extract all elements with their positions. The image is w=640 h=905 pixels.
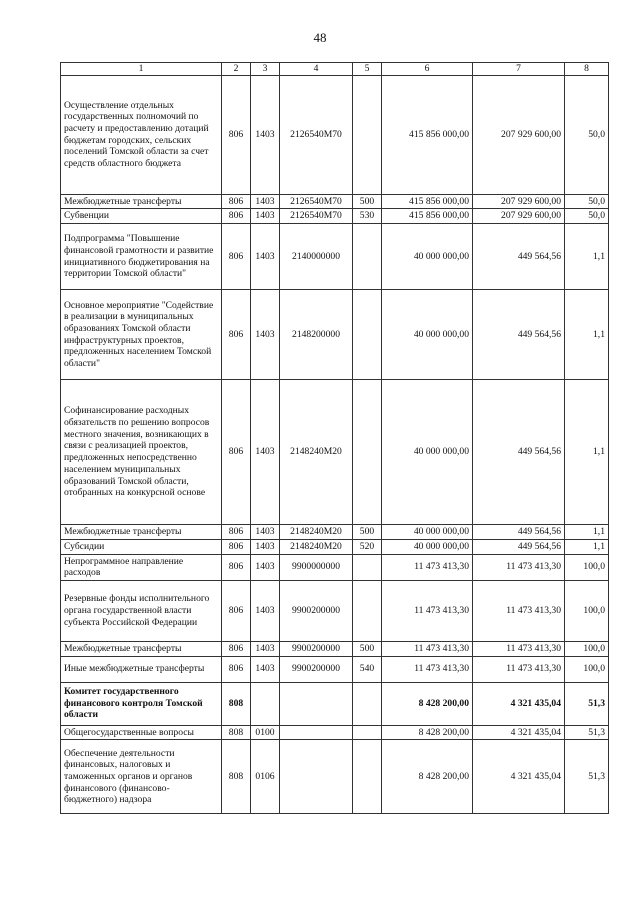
expense-type-cell: 530 xyxy=(353,209,382,224)
executed-amount-cell: 4 321 435,04 xyxy=(473,740,565,814)
expense-type-cell: 540 xyxy=(353,656,382,682)
admin-code-cell: 806 xyxy=(222,525,251,540)
executed-amount-cell: 207 929 600,00 xyxy=(473,194,565,209)
table-row xyxy=(61,539,609,554)
row-name-cell: Подпрограмма "Повышение финансовой грамотности и развитие инициативного бюджетирования на территории Томской области" xyxy=(61,224,222,290)
budget-table xyxy=(60,62,609,814)
plan-amount-cell: 40 000 000,00 xyxy=(382,224,473,290)
target-article-cell: 9900200000 xyxy=(280,656,353,682)
plan-amount-cell: 11 473 413,30 xyxy=(382,580,473,641)
row-name-cell: Межбюджетные трансферты xyxy=(61,194,222,209)
expense-type-cell: 500 xyxy=(353,525,382,540)
plan-amount-cell: 40 000 000,00 xyxy=(382,525,473,540)
target-article-cell: 2148200000 xyxy=(280,290,353,380)
page-number: 48 xyxy=(313,30,327,45)
admin-code-cell: 806 xyxy=(222,290,251,380)
expense-type-cell xyxy=(353,290,382,380)
execution-percent-cell: 51,3 xyxy=(565,682,609,725)
execution-percent-cell: 100,0 xyxy=(565,641,609,656)
section-code-cell: 1403 xyxy=(251,525,280,540)
row-name-cell: Софинансирование расходных обязательств по решению вопросов местного значения, возникающих в связи с реализацией проектов, предложенных непосредственно населением муниципальных образований Томской области, отобранных на конкурсной основе xyxy=(61,380,222,525)
target-article-cell: 2148240М20 xyxy=(280,525,353,540)
executed-amount-cell: 449 564,56 xyxy=(473,539,565,554)
table-row xyxy=(61,580,609,641)
row-name-cell: Иные межбюджетные трансферты xyxy=(61,656,222,682)
table-row xyxy=(61,290,609,380)
execution-percent-cell: 1,1 xyxy=(565,525,609,540)
row-name-cell: Субсидии xyxy=(61,539,222,554)
plan-amount-cell: 415 856 000,00 xyxy=(382,209,473,224)
table-row xyxy=(61,554,609,580)
execution-percent-cell: 1,1 xyxy=(565,224,609,290)
target-article-cell: 9900000000 xyxy=(280,554,353,580)
expense-type-cell: 520 xyxy=(353,539,382,554)
executed-amount-cell: 11 473 413,30 xyxy=(473,656,565,682)
execution-percent-cell: 1,1 xyxy=(565,290,609,380)
header-cell: 8 xyxy=(565,63,609,76)
target-article-cell: 2148240М20 xyxy=(280,539,353,554)
section-code-cell: 1403 xyxy=(251,641,280,656)
expense-type-cell xyxy=(353,554,382,580)
admin-code-cell: 806 xyxy=(222,209,251,224)
plan-amount-cell: 415 856 000,00 xyxy=(382,75,473,194)
table-body xyxy=(61,75,609,814)
expense-type-cell xyxy=(353,725,382,740)
section-code-cell: 1403 xyxy=(251,380,280,525)
section-code-cell: 0100 xyxy=(251,725,280,740)
table-row xyxy=(61,641,609,656)
target-article-cell: 9900200000 xyxy=(280,641,353,656)
executed-amount-cell: 449 564,56 xyxy=(473,290,565,380)
plan-amount-cell: 8 428 200,00 xyxy=(382,725,473,740)
header-cell: 5 xyxy=(353,63,382,76)
admin-code-cell: 806 xyxy=(222,641,251,656)
execution-percent-cell: 100,0 xyxy=(565,580,609,641)
section-code-cell: 1403 xyxy=(251,554,280,580)
section-code-cell: 1403 xyxy=(251,580,280,641)
plan-amount-cell: 8 428 200,00 xyxy=(382,682,473,725)
header-cell: 2 xyxy=(222,63,251,76)
plan-amount-cell: 40 000 000,00 xyxy=(382,290,473,380)
execution-percent-cell: 1,1 xyxy=(565,539,609,554)
admin-code-cell: 806 xyxy=(222,380,251,525)
admin-code-cell: 806 xyxy=(222,75,251,194)
row-name-cell: Комитет государственного финансового контроля Томской области xyxy=(61,682,222,725)
executed-amount-cell: 11 473 413,30 xyxy=(473,554,565,580)
section-code-cell: 1403 xyxy=(251,75,280,194)
target-article-cell xyxy=(280,682,353,725)
section-code-cell xyxy=(251,682,280,725)
row-name-cell: Субвенции xyxy=(61,209,222,224)
table-row xyxy=(61,75,609,194)
expense-type-cell xyxy=(353,580,382,641)
target-article-cell: 9900200000 xyxy=(280,580,353,641)
execution-percent-cell: 100,0 xyxy=(565,554,609,580)
executed-amount-cell: 11 473 413,30 xyxy=(473,580,565,641)
header-cell: 4 xyxy=(280,63,353,76)
section-code-cell: 1403 xyxy=(251,224,280,290)
executed-amount-cell: 207 929 600,00 xyxy=(473,209,565,224)
plan-amount-cell: 11 473 413,30 xyxy=(382,641,473,656)
table-row xyxy=(61,656,609,682)
admin-code-cell: 806 xyxy=(222,194,251,209)
executed-amount-cell: 4 321 435,04 xyxy=(473,682,565,725)
table-row xyxy=(61,380,609,525)
executed-amount-cell: 449 564,56 xyxy=(473,525,565,540)
execution-percent-cell: 50,0 xyxy=(565,75,609,194)
header-cell: 7 xyxy=(473,63,565,76)
header-cell: 1 xyxy=(61,63,222,76)
target-article-cell: 2140000000 xyxy=(280,224,353,290)
row-name-cell: Обеспечение деятельности финансовых, налоговых и таможенных органов и органов финансового (финансово-бюджетного) надзора xyxy=(61,740,222,814)
section-code-cell: 1403 xyxy=(251,539,280,554)
table-row xyxy=(61,682,609,725)
section-code-cell: 1403 xyxy=(251,194,280,209)
executed-amount-cell: 11 473 413,30 xyxy=(473,641,565,656)
execution-percent-cell: 51,3 xyxy=(565,740,609,814)
executed-amount-cell: 449 564,56 xyxy=(473,380,565,525)
admin-code-cell: 808 xyxy=(222,725,251,740)
plan-amount-cell: 11 473 413,30 xyxy=(382,554,473,580)
target-article-cell: 2126540М70 xyxy=(280,75,353,194)
execution-percent-cell: 1,1 xyxy=(565,380,609,525)
table-row xyxy=(61,740,609,814)
section-code-cell: 0106 xyxy=(251,740,280,814)
execution-percent-cell: 51,3 xyxy=(565,725,609,740)
header-cell: 6 xyxy=(382,63,473,76)
expense-type-cell xyxy=(353,380,382,525)
admin-code-cell: 806 xyxy=(222,224,251,290)
admin-code-cell: 806 xyxy=(222,656,251,682)
table-row xyxy=(61,224,609,290)
target-article-cell xyxy=(280,725,353,740)
table-row xyxy=(61,194,609,209)
row-name-cell: Осуществление отдельных государственных полномочий по расчету и предоставлению дотаций бюджетам городских, сельских поселений Томской области за счет средств областного бюджета xyxy=(61,75,222,194)
row-name-cell: Межбюджетные трансферты xyxy=(61,641,222,656)
plan-amount-cell: 40 000 000,00 xyxy=(382,380,473,525)
plan-amount-cell: 8 428 200,00 xyxy=(382,740,473,814)
table-header-row xyxy=(61,63,609,76)
section-code-cell: 1403 xyxy=(251,290,280,380)
admin-code-cell: 808 xyxy=(222,682,251,725)
table-row xyxy=(61,725,609,740)
plan-amount-cell: 415 856 000,00 xyxy=(382,194,473,209)
target-article-cell: 2126540М70 xyxy=(280,209,353,224)
admin-code-cell: 806 xyxy=(222,539,251,554)
expense-type-cell: 500 xyxy=(353,194,382,209)
executed-amount-cell: 449 564,56 xyxy=(473,224,565,290)
row-name-cell: Основное мероприятие "Содействие в реализации в муниципальных образованиях Томской области инфраструктурных проектов, предложенных населением Томской области" xyxy=(61,290,222,380)
execution-percent-cell: 100,0 xyxy=(565,656,609,682)
plan-amount-cell: 11 473 413,30 xyxy=(382,656,473,682)
target-article-cell xyxy=(280,740,353,814)
header-cell: 3 xyxy=(251,63,280,76)
row-name-cell: Межбюджетные трансферты xyxy=(61,525,222,540)
section-code-cell: 1403 xyxy=(251,656,280,682)
plan-amount-cell: 40 000 000,00 xyxy=(382,539,473,554)
expense-type-cell xyxy=(353,682,382,725)
admin-code-cell: 806 xyxy=(222,580,251,641)
expense-type-cell xyxy=(353,75,382,194)
row-name-cell: Общегосударственные вопросы xyxy=(61,725,222,740)
admin-code-cell: 808 xyxy=(222,740,251,814)
row-name-cell: Резервные фонды исполнительного органа государственной власти субъекта Российской Федерации xyxy=(61,580,222,641)
expense-type-cell: 500 xyxy=(353,641,382,656)
section-code-cell: 1403 xyxy=(251,209,280,224)
target-article-cell: 2148240М20 xyxy=(280,380,353,525)
table-row xyxy=(61,525,609,540)
executed-amount-cell: 207 929 600,00 xyxy=(473,75,565,194)
expense-type-cell xyxy=(353,740,382,814)
target-article-cell: 2126540М70 xyxy=(280,194,353,209)
row-name-cell: Непрограммное направление расходов xyxy=(61,554,222,580)
execution-percent-cell: 50,0 xyxy=(565,209,609,224)
execution-percent-cell: 50,0 xyxy=(565,194,609,209)
table-row xyxy=(61,209,609,224)
admin-code-cell: 806 xyxy=(222,554,251,580)
expense-type-cell xyxy=(353,224,382,290)
executed-amount-cell: 4 321 435,04 xyxy=(473,725,565,740)
